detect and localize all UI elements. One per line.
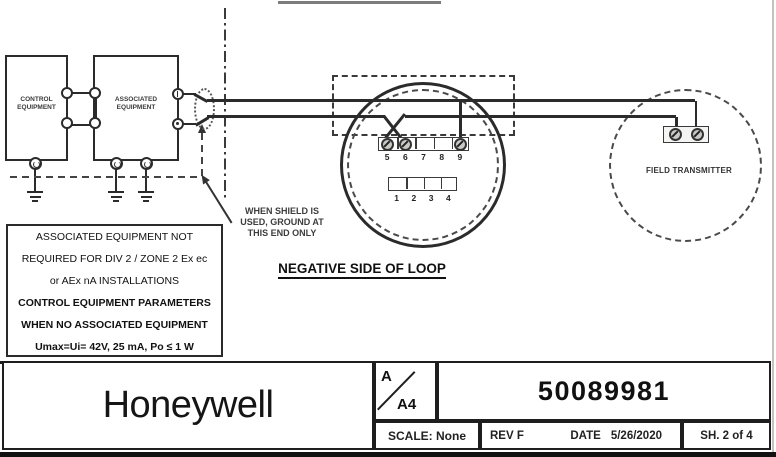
terminal-number: 8: [439, 152, 445, 162]
screw-terminal-icon: [669, 128, 682, 141]
drawing-number-cell: [437, 361, 771, 421]
scale-cell: [374, 421, 480, 450]
terminal-number: 7: [421, 152, 426, 162]
company-name: Honeywell: [102, 384, 274, 426]
shield-note-text: [230, 206, 334, 239]
shield-note-line: WHEN SHIELD IS: [244, 206, 319, 216]
sheet-size-top: A: [381, 368, 392, 385]
shield-ground-dashed-line-h: [10, 176, 202, 178]
sheet-number-cell: [682, 421, 771, 450]
loop-device-inner-dashed-circle: [347, 89, 499, 241]
note-line-5: WHEN NO ASSOCIATED EQUIPMENT: [21, 318, 208, 331]
date-group: [570, 430, 662, 442]
bottom-border-bar: [0, 452, 776, 457]
negative-side-caption: NEGATIVE SIDE OF LOOP: [272, 261, 452, 279]
ground-stem: [34, 169, 36, 192]
terminal-number: 4: [446, 193, 451, 203]
date-value: 5/26/2020: [610, 429, 662, 442]
scale-value: SCALE: None: [388, 428, 466, 443]
revision-value: REV F: [490, 429, 524, 442]
shield-note-line: THIS END ONLY: [247, 228, 317, 238]
lower-terminal-numbers: [388, 193, 457, 203]
top-title-underline: [278, 1, 441, 4]
negative-wire-right: [405, 115, 676, 118]
ground-stem: [115, 169, 117, 192]
ft-positive-drop-wire: [695, 101, 698, 128]
company-cell: [2, 361, 374, 450]
control-equipment-label: CONTROL EQUIPMENT: [17, 96, 56, 111]
note-line-4: CONTROL EQUIPMENT PARAMETERS: [18, 296, 211, 309]
terminal-number: 6: [402, 152, 408, 162]
screw-terminal-icon: [381, 138, 394, 151]
note-line-6: Umax=Ui= 42V, 25 mA, Po ≤ 1 W: [35, 340, 194, 353]
sheet-number: SH. 2 of 4: [700, 429, 753, 442]
note-line-2: REQUIRED FOR DIV 2 / ZONE 2 Ex ec: [21, 252, 208, 265]
screw-terminal-icon: [691, 128, 704, 141]
upper-terminal-numbers: [378, 152, 469, 162]
terminal-icon: [61, 117, 73, 129]
date-label: DATE: [570, 429, 601, 442]
terminal-number: 1: [394, 193, 399, 203]
ground-terminal-icon: [29, 157, 42, 170]
positive-wire: [207, 99, 695, 102]
shield-note-line: USED, GROUND AT: [240, 217, 324, 227]
terminal9-drop-wire: [459, 101, 462, 139]
field-transmitter-label: FIELD TRANSMITTER: [645, 166, 733, 175]
terminal-number: 3: [428, 193, 434, 203]
page-right-border: [772, 0, 774, 452]
zone-boundary-line: [224, 8, 226, 198]
terminal-number: 5: [384, 152, 390, 162]
drawing-number: 50089981: [537, 375, 671, 406]
negative-wire-left: [207, 115, 385, 118]
ground-terminal-icon: [140, 157, 153, 170]
note-line-1: ASSOCIATED EQUIPMENT NOT: [35, 230, 194, 243]
ground-stem: [145, 169, 147, 192]
ground-terminal-icon: [110, 157, 123, 170]
terminal-number: 9: [457, 152, 463, 162]
sheet-size-bottom: A4: [397, 396, 417, 413]
shield-ground-dashed-line-v: [201, 133, 203, 177]
lower-terminal-strip: [388, 177, 457, 191]
shield-note-arrow: [204, 180, 232, 223]
associated-equipment-label: ASSOCIATED EQUIPMENT: [114, 96, 158, 111]
revision-cell: [480, 421, 682, 450]
terminal-icon: [61, 87, 73, 99]
terminal-icon: [89, 117, 101, 129]
parameters-note-box: [6, 224, 223, 357]
screw-terminal-icon: [454, 138, 467, 151]
terminal-icon: [89, 87, 101, 99]
screw-terminal-icon: [399, 138, 412, 151]
note-line-3: or AEx nA INSTALLATIONS: [49, 274, 180, 287]
terminal-number: 2: [411, 193, 417, 203]
